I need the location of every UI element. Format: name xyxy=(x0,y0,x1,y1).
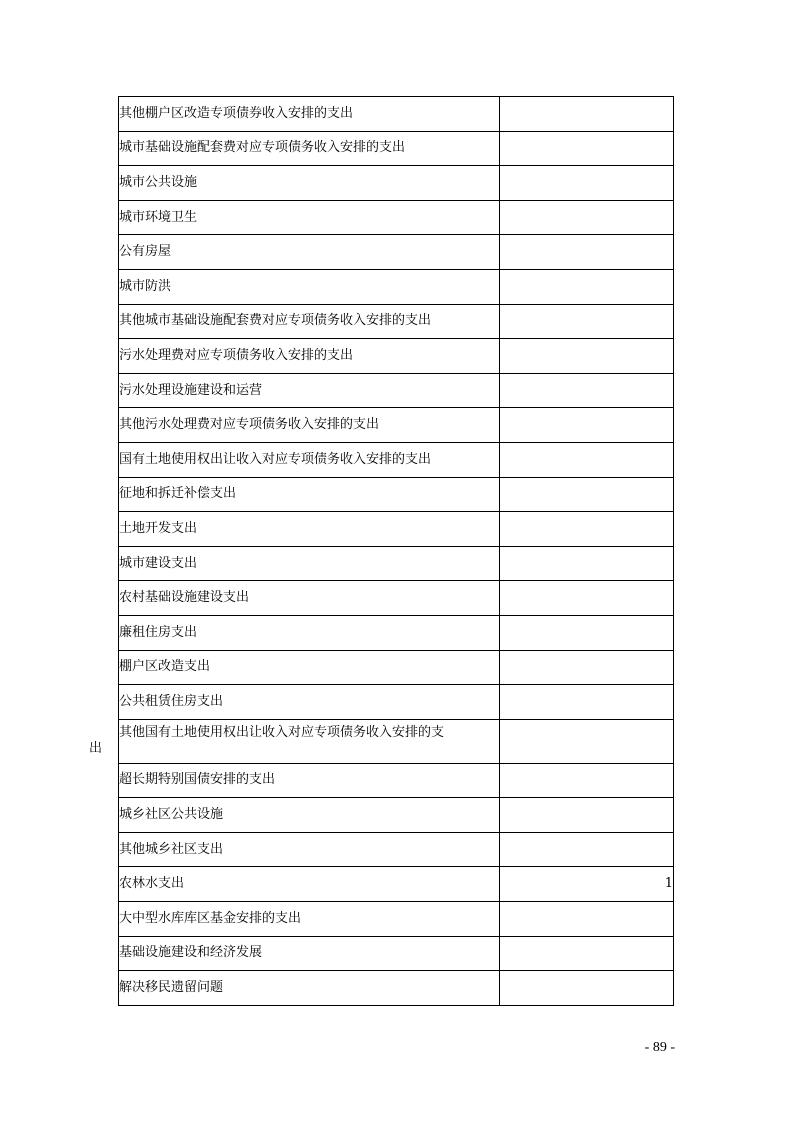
row-label: 农林水支出 xyxy=(119,867,500,902)
row-value xyxy=(500,546,674,581)
row-label: 城市基础设施配套费对应专项债务收入安排的支出 xyxy=(119,131,500,166)
row-value xyxy=(500,339,674,374)
table-row xyxy=(119,200,674,235)
row-value xyxy=(500,615,674,650)
page-number: - 89 - xyxy=(644,1040,675,1055)
table-row xyxy=(119,166,674,201)
row-label: 污水处理设施建设和运营 xyxy=(119,373,500,408)
row-label: 大中型水库库区基金安排的支出 xyxy=(119,902,500,937)
row-label: 城乡社区公共设施 xyxy=(119,798,500,833)
budget-table xyxy=(89,96,674,1006)
table-row xyxy=(119,798,674,833)
row-label: 污水处理费对应专项债务收入安排的支出 xyxy=(119,339,500,374)
row-value xyxy=(500,408,674,443)
table-row xyxy=(119,867,674,902)
row-label: 城市公共设施 xyxy=(119,166,500,201)
row-label: 土地开发支出 xyxy=(119,512,500,547)
table-row xyxy=(119,581,674,616)
table-row xyxy=(119,339,674,374)
row-value xyxy=(500,763,674,798)
row-value xyxy=(500,719,674,763)
table-row xyxy=(119,442,674,477)
table-row xyxy=(119,763,674,798)
table-row xyxy=(119,615,674,650)
row-label: 国有土地使用权出让收入对应专项债务收入安排的支出 xyxy=(119,442,500,477)
row-label: 解决移民遗留问题 xyxy=(119,971,500,1006)
table-row xyxy=(119,131,674,166)
row-value: 1 xyxy=(500,867,674,902)
row-value xyxy=(500,166,674,201)
row-value xyxy=(500,902,674,937)
table-row xyxy=(119,235,674,270)
table-row xyxy=(119,304,674,339)
row-value xyxy=(500,581,674,616)
row-label: 基础设施建设和经济发展 xyxy=(119,936,500,971)
row-value xyxy=(500,832,674,867)
row-value xyxy=(500,685,674,720)
row-label: 棚户区改造支出 xyxy=(119,650,500,685)
row-label: 其他国有土地使用权出让收入对应专项债务收入安排的支 xyxy=(119,725,445,741)
row-label: 其他棚户区改造专项债券收入安排的支出 xyxy=(119,97,500,132)
table-row xyxy=(119,97,674,132)
table-row xyxy=(119,971,674,1006)
row-value xyxy=(500,798,674,833)
row-value xyxy=(500,235,674,270)
table-row xyxy=(119,832,674,867)
row-label: 城市环境卫生 xyxy=(119,200,500,235)
row-label-wrapped xyxy=(89,719,500,763)
row-value xyxy=(500,936,674,971)
table-row xyxy=(119,685,674,720)
table-row xyxy=(119,546,674,581)
row-value xyxy=(500,373,674,408)
row-value xyxy=(500,269,674,304)
row-label: 征地和拆迁补偿支出 xyxy=(119,477,500,512)
row-value xyxy=(500,304,674,339)
row-value xyxy=(500,477,674,512)
row-value xyxy=(500,971,674,1006)
row-label: 城市建设支出 xyxy=(119,546,500,581)
table-row xyxy=(119,373,674,408)
row-label: 公共租赁住房支出 xyxy=(119,685,500,720)
table-row xyxy=(119,650,674,685)
row-label: 廉租住房支出 xyxy=(119,615,500,650)
table-row xyxy=(119,408,674,443)
table-row xyxy=(119,719,674,763)
row-value xyxy=(500,512,674,547)
row-label: 城市防洪 xyxy=(119,269,500,304)
row-value xyxy=(500,650,674,685)
row-label: 超长期特别国债安排的支出 xyxy=(119,763,500,798)
row-label: 其他污水处理费对应专项债务收入安排的支出 xyxy=(119,408,500,443)
row-label: 其他城乡社区支出 xyxy=(119,832,500,867)
row-value xyxy=(500,97,674,132)
row-label-continuation: 出 xyxy=(89,741,103,757)
row-label: 公有房屋 xyxy=(119,235,500,270)
row-label: 农村基础设施建设支出 xyxy=(119,581,500,616)
row-label: 其他城市基础设施配套费对应专项债务收入安排的支出 xyxy=(119,304,500,339)
row-value xyxy=(500,131,674,166)
table-row xyxy=(119,477,674,512)
table-row xyxy=(119,512,674,547)
table-row xyxy=(119,902,674,937)
row-value xyxy=(500,200,674,235)
table-row xyxy=(119,936,674,971)
table-row xyxy=(119,269,674,304)
row-value xyxy=(500,442,674,477)
